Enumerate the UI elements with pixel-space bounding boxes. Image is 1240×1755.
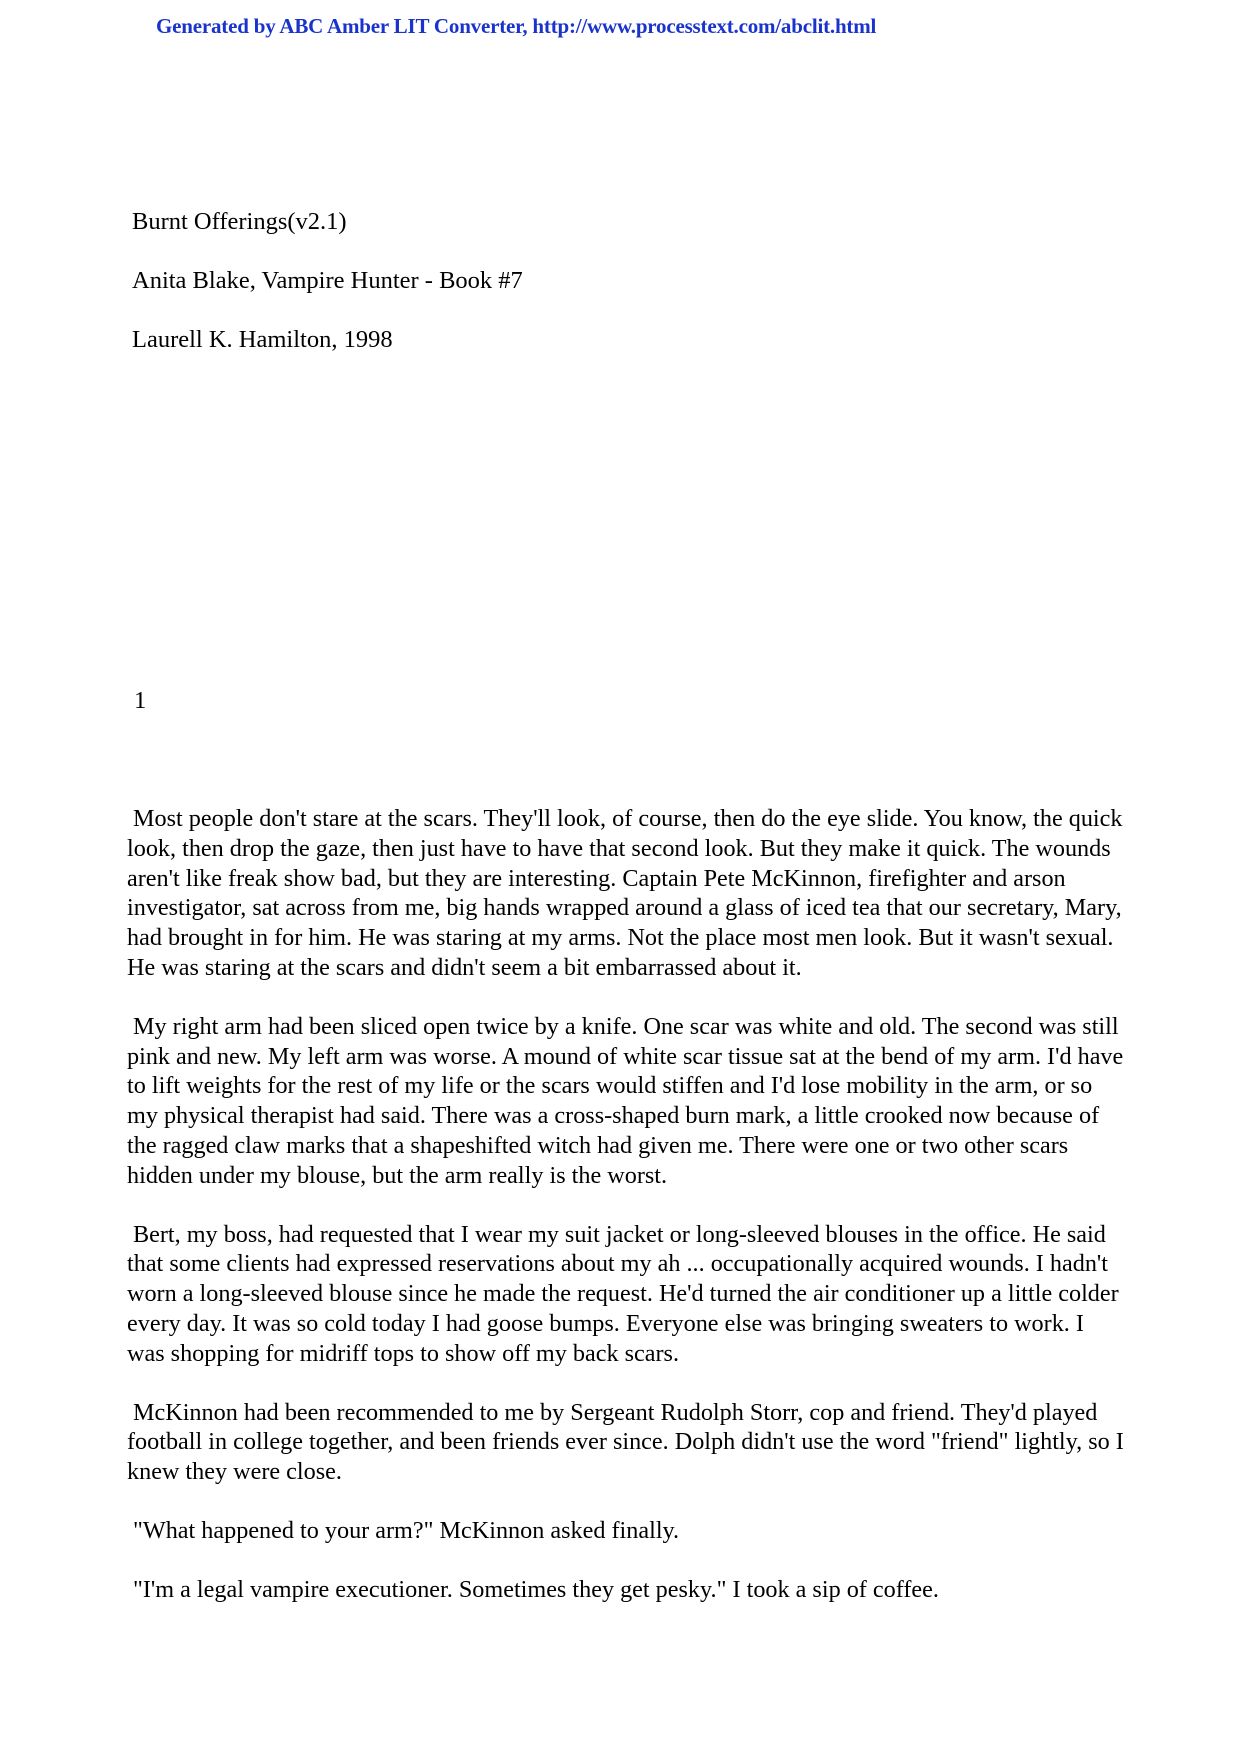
chapter-body bbox=[127, 804, 1127, 1634]
paragraph: "What happened to your arm?" McKinnon asked finally. bbox=[133, 1516, 680, 1544]
paragraph: My right arm had been sliced open twice by a knife. One scar was white and old. The second was still pink and new. My left arm was worse. A mound of white scar tissue sat at the bend of my arm. I'd have to lift weights for the rest of my life or the scars would stiffen and I'd lose mobility in the arm, or so my physical therapist had said. There was a cross-shaped burn mark, a little crooked now because of the ragged claw marks that a shapeshifted witch had given me. There were one or two other scars hidden under my blouse, but the arm really is the worst. bbox=[127, 1012, 1124, 1189]
chapter-number: 1 bbox=[134, 687, 147, 714]
paragraph: Bert, my boss, had requested that I wear my suit jacket or long-sleeved blouses in the office. He said that some clients had expressed reservations about my ah ... occupationally acquired wounds. I hadn't worn a long-sleeved blouse since he made the request. He'd turned the air conditioner up a little colder every day. It was so cold today I had goose bumps. Everyone else was bringing sweaters to work. I was shopping for midriff tops to show off my back scars. bbox=[127, 1220, 1119, 1367]
book-author: Laurell K. Hamilton, 1998 bbox=[132, 326, 393, 353]
paragraph: "I'm a legal vampire executioner. Sometimes they get pesky." I took a sip of coffee. bbox=[133, 1575, 939, 1603]
paragraph: McKinnon had been recommended to me by Sergeant Rudolph Storr, cop and friend. They'd played football in college together, and been friends ever since. Dolph didn't use the word "friend" lightly, so I knew they were close. bbox=[127, 1398, 1124, 1486]
paragraph: Most people don't stare at the scars. They'll look, of course, then do the eye slide. You know, the quick look, then drop the gaze, then just have to have that second look. But they make it quick. The wounds aren't like freak show bad, but they are interesting. Captain Pete McKinnon, firefighter and arson investigator, sat across from me, big hands wrapped around a glass of iced tea that our secretary, Mary, had brought in for him. He was staring at my arms. Not the place most men look. But it wasn't sexual. He was staring at the scars and didn't seem a bit embarrassed about it. bbox=[127, 805, 1123, 981]
converter-banner: Generated by ABC Amber LIT Converter, http://www.processtext.com/abclit.html bbox=[156, 14, 877, 38]
book-series: Anita Blake, Vampire Hunter - Book #7 bbox=[132, 267, 523, 294]
book-title: Burnt Offerings(v2.1) bbox=[132, 208, 347, 235]
